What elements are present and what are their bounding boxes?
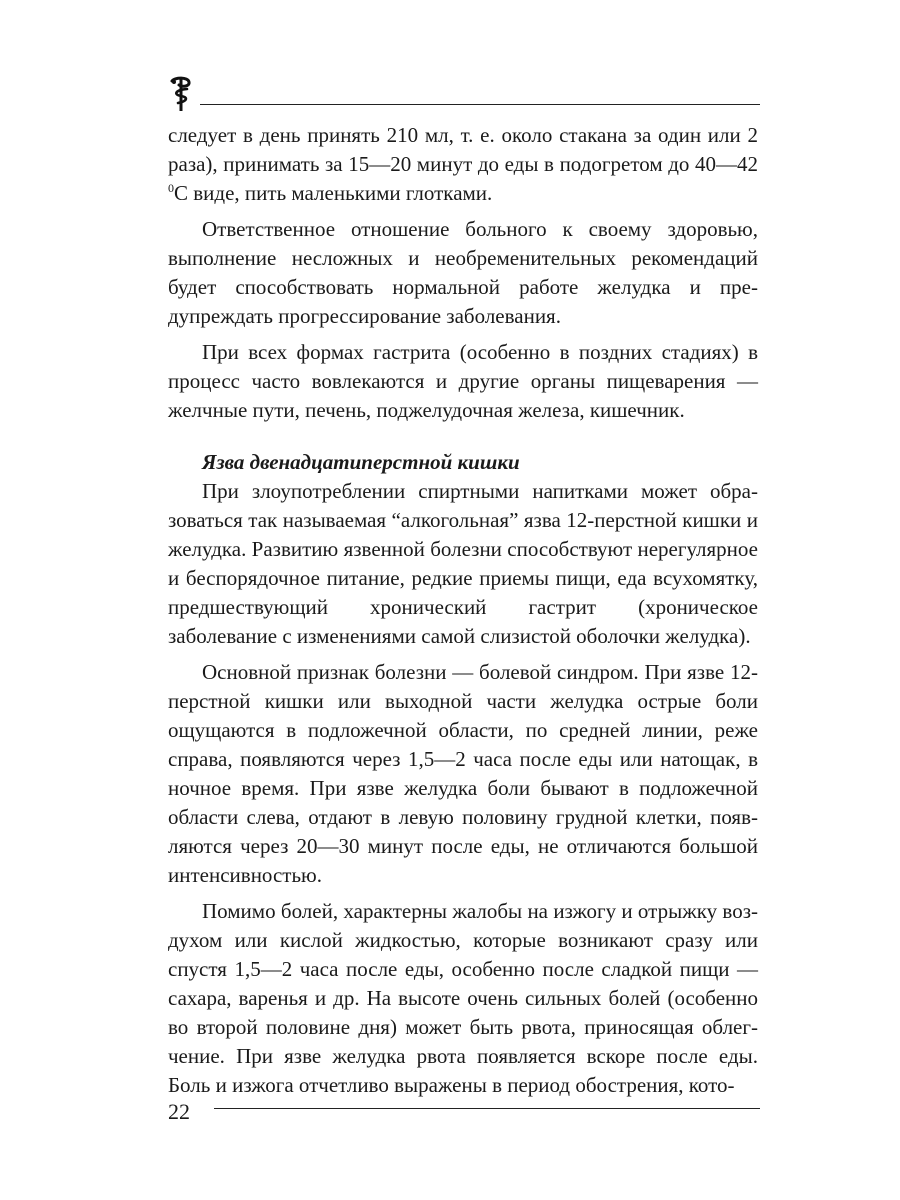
section-heading: Язва двенадцатиперстной кишки — [202, 450, 520, 474]
paragraph-1-tail: С виде, пить маленькими глотками. — [174, 181, 493, 205]
paragraph-5: Основной признак болезни — болевой синдром. При язве 12-перстной кишки или выходной части желудка острые боли ощущаются в подложечной области, по средней линии, реже справа, появляются через 1,5—2 часа после еды или натощак, в ночное время. При язве желудка боли бывают в подложечной области слева, отдают в левую половину грудной клетки, появляются через 20—30 минут после еды, не отличаются большой интенсивностью. — [168, 660, 758, 887]
page-footer — [168, 1098, 760, 1128]
page-body — [168, 121, 758, 1107]
page-number: 22 — [168, 1099, 190, 1124]
paragraph-6: Помимо болей, характерны жалобы на изжогу и отрыжку воздухом или кислой жидкостью, которые возникают сразу или спустя 1,5—2 часа после еды, особенно после сладкой пищи — сахара, варенья и др. На высоте очень сильных болей (особенно во второй половине дня) может быть рвота, приносящая облегчение. При язве желудка рвота появляется вскоре после еды. Боль и изжога отчетливо выражены в период обострения, кото- — [168, 899, 758, 1097]
rod-of-asclepius-icon — [166, 76, 196, 112]
footer-rule — [214, 1108, 760, 1109]
paragraph-4: При злоупотреблении спиртными напитками может образоваться так называемая “алкогольная” язва 12-перстной кишки и желудка. Развитию язвенной болезни способствуют нерегулярное и беспорядочное питание, редкие приемы пищи, еда всухомятку, предшествующий хронический гастрит (хроническое заболевание с изменениями самой слизистой оболочки желудка). — [168, 479, 758, 648]
paragraph-1-text: следует в день принять 210 мл, т. е. около стакана за один или 2 раза), принимать за 15—20 минут до еды в подогретом до 40—42 — [168, 123, 758, 176]
header-rule — [200, 104, 760, 105]
degree-superscript: 0 — [168, 181, 174, 195]
page-header — [166, 76, 760, 112]
paragraph-1 — [168, 121, 758, 208]
paragraph-2: Ответственное отношение больного к своему здоровью, выполнение несложных и необременительных рекомендаций будет способствовать нормальной работе желудка и предупреждать прогрессирование заболевания. — [168, 217, 758, 328]
paragraph-3: При всех формах гастрита (особенно в поздних стадиях) в процесс часто вовлекаются и другие органы пищеварения —желчные пути, печень, поджелудочная железа, кишечник. — [168, 340, 758, 422]
